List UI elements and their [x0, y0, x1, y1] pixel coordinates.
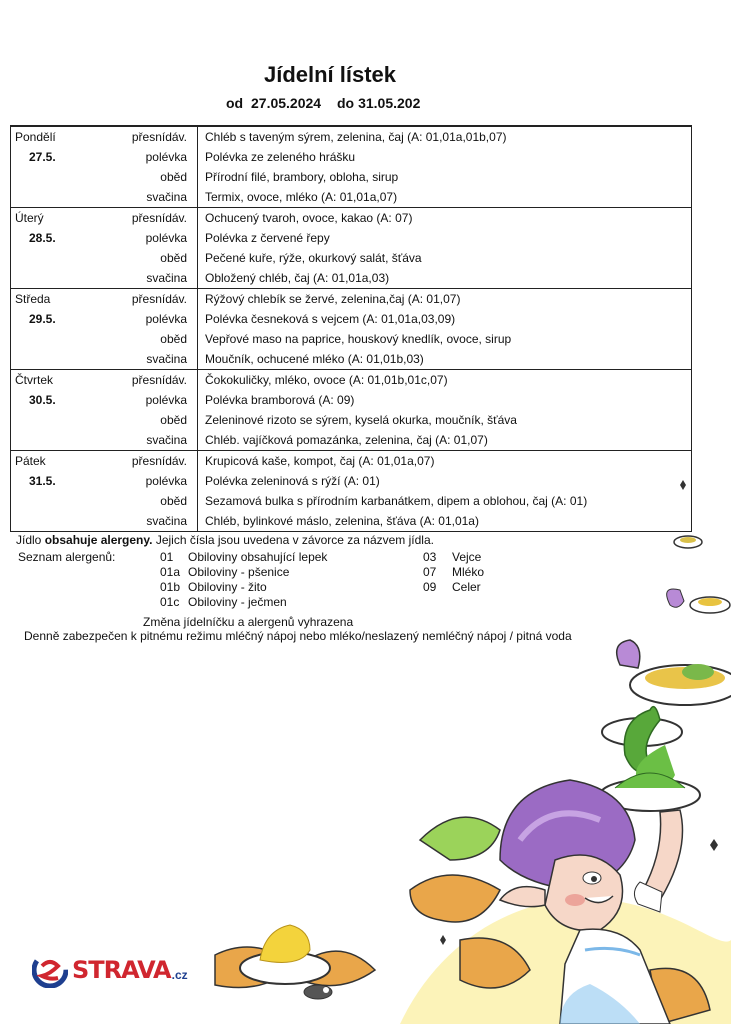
meal-type: přesnídáv. [131, 373, 187, 387]
meal-dish: Sezamová bulka s přírodním karbanátkem, dipem a oblohou, čaj (A: 01) [205, 494, 588, 508]
meal-type: svačina [146, 190, 187, 204]
meal-type: přesnídáv. [131, 130, 187, 144]
day-date: 31.5. [29, 474, 56, 488]
meal-dish: Polévka ze zeleného hrášku [205, 150, 356, 164]
meal-row [11, 289, 691, 309]
meal-type: oběd [160, 332, 187, 346]
allergen-code: 01c [160, 595, 180, 609]
meal-row [11, 451, 691, 471]
meal-type: oběd [160, 494, 187, 508]
allergen-name: Obiloviny obsahující lepek [188, 550, 328, 564]
day-block [11, 288, 691, 369]
meal-dish: Chléb, bylinkové máslo, zelenina, šťáva (A: 01,01a) [205, 514, 479, 528]
meal-dish: Krupicová kaše, kompot, čaj (A: 01,01a,07) [205, 454, 435, 468]
meal-dish: Chléb s taveným sýrem, zelenina, čaj (A: 01,01a,01b,07) [205, 130, 507, 144]
allergen-code: 01a [160, 565, 181, 579]
page-title: Jídelní lístek [263, 62, 397, 87]
allergen-note-prefix: Jídlo [16, 533, 45, 547]
meal-type: přesnídáv. [131, 454, 187, 468]
allergen-code: 09 [423, 580, 437, 594]
meal-row [11, 147, 691, 167]
meal-row [11, 390, 691, 410]
allergen-note-bold: obsahuje alergeny. [44, 533, 153, 547]
day-name: Čtvrtek [15, 373, 54, 387]
meal-dish: Čokokuličky, mléko, ovoce (A: 01,01b,01c,07) [205, 373, 448, 387]
meal-row [11, 268, 691, 288]
meal-type: polévka [145, 393, 187, 407]
day-date: 27.5. [29, 150, 56, 164]
meal-dish: Termix, ovoce, mléko (A: 01,01a,07) [205, 190, 398, 204]
meal-row [11, 309, 691, 329]
meal-row [11, 208, 691, 228]
meal-dish: Zeleninové rizoto se sýrem, kyselá okurka, moučník, šťáva [205, 413, 517, 427]
meal-type: polévka [145, 312, 187, 326]
allergen-note-rest: Jejich čísla jsou uvedena v závorce za názvem jídla. [152, 533, 434, 547]
meal-dish: Přírodní filé, brambory, obloha, sirup [205, 170, 399, 184]
day-name: Středa [15, 292, 51, 306]
meal-type: polévka [145, 474, 187, 488]
meal-row [11, 187, 691, 207]
strava-logo [32, 950, 188, 990]
meal-dish: Polévka z červené řepy [205, 231, 330, 245]
allergen-code: 03 [423, 550, 437, 564]
date-from: 27.05.2024 [251, 95, 322, 111]
day-date: 28.5. [29, 231, 56, 245]
meal-type: polévka [145, 150, 187, 164]
meal-dish: Polévka zeleninová s rýží (A: 01) [205, 474, 380, 488]
day-block [11, 369, 691, 450]
meal-dish: Vepřové maso na paprice, houskový knedlík, ovoce, sirup [205, 332, 512, 346]
meal-row [11, 410, 691, 430]
date-to-label: do [336, 95, 355, 111]
plate-illustration [210, 910, 380, 1020]
meal-dish: Ochucený tvaroh, ovoce, kakao (A: 07) [205, 211, 413, 225]
meal-row [11, 329, 691, 349]
allergen-name: Obiloviny - pšenice [188, 565, 290, 579]
allergen-list-label: Seznam alergenů: [18, 550, 116, 564]
strava-logo-text: STRAVA [72, 956, 171, 984]
meal-row [11, 430, 691, 450]
meal-row [11, 167, 691, 187]
fairy-illustration [380, 470, 731, 1024]
meal-row [11, 228, 691, 248]
meal-row [11, 370, 691, 390]
meal-type: svačina [146, 352, 187, 366]
change-note: Změna jídelníčku a alergenů vyhrazena [143, 615, 354, 629]
meal-type: svačina [146, 271, 187, 285]
meal-row [11, 349, 691, 369]
day-date: 29.5. [29, 312, 56, 326]
meal-type: oběd [160, 251, 187, 265]
allergen-note [16, 533, 434, 547]
day-block [11, 126, 691, 207]
meal-dish: Rýžový chlebík se žervé, zelenina,čaj (A: 01,07) [205, 292, 461, 306]
day-block [11, 207, 691, 288]
allergen-name: Obiloviny - ječmen [188, 595, 287, 609]
allergen-name: Obiloviny - žito [188, 580, 267, 594]
drink-note: Denně zabezpečen k pitnému režimu mléčný nápoj nebo mléko/neslazený nemléčný nápoj / pitná voda [24, 629, 572, 643]
strava-logo-icon [32, 952, 68, 988]
allergen-code: 01 [160, 550, 174, 564]
meal-type: svačina [146, 433, 187, 447]
meal-type: oběd [160, 170, 187, 184]
meal-dish: Chléb. vajíčková pomazánka, zelenina, čaj (A: 01,07) [205, 433, 488, 447]
meal-type: oběd [160, 413, 187, 427]
strava-logo-suffix: .cz [171, 968, 188, 982]
allergen-name: Vejce [452, 550, 482, 564]
day-date: 30.5. [29, 393, 56, 407]
allergen-code: 07 [423, 565, 437, 579]
meal-type: svačina [146, 514, 187, 528]
meal-type: přesnídáv. [131, 211, 187, 225]
day-name: Pondělí [15, 130, 56, 144]
meal-type: přesnídáv. [131, 292, 187, 306]
meal-row [11, 248, 691, 268]
day-name: Úterý [15, 211, 44, 225]
meal-row [11, 127, 691, 147]
meal-dish: Polévka bramborová (A: 09) [205, 393, 355, 407]
date-range [226, 95, 424, 111]
meal-dish: Obložený chléb, čaj (A: 01,01a,03) [205, 271, 390, 285]
meal-type: polévka [145, 231, 187, 245]
date-to: 31.05.202 [358, 95, 421, 111]
day-name: Pátek [15, 454, 46, 468]
meal-dish: Pečené kuře, rýže, okurkový salát, šťáva [205, 251, 422, 265]
meal-dish: Moučník, ochucené mléko (A: 01,01b,03) [205, 352, 424, 366]
date-from-label: od [226, 95, 244, 111]
allergen-name: Celer [452, 580, 481, 594]
allergen-code: 01b [160, 580, 181, 594]
meal-dish: Polévka česneková s vejcem (A: 01,01a,03,09) [205, 312, 456, 326]
allergen-name: Mléko [452, 565, 485, 579]
